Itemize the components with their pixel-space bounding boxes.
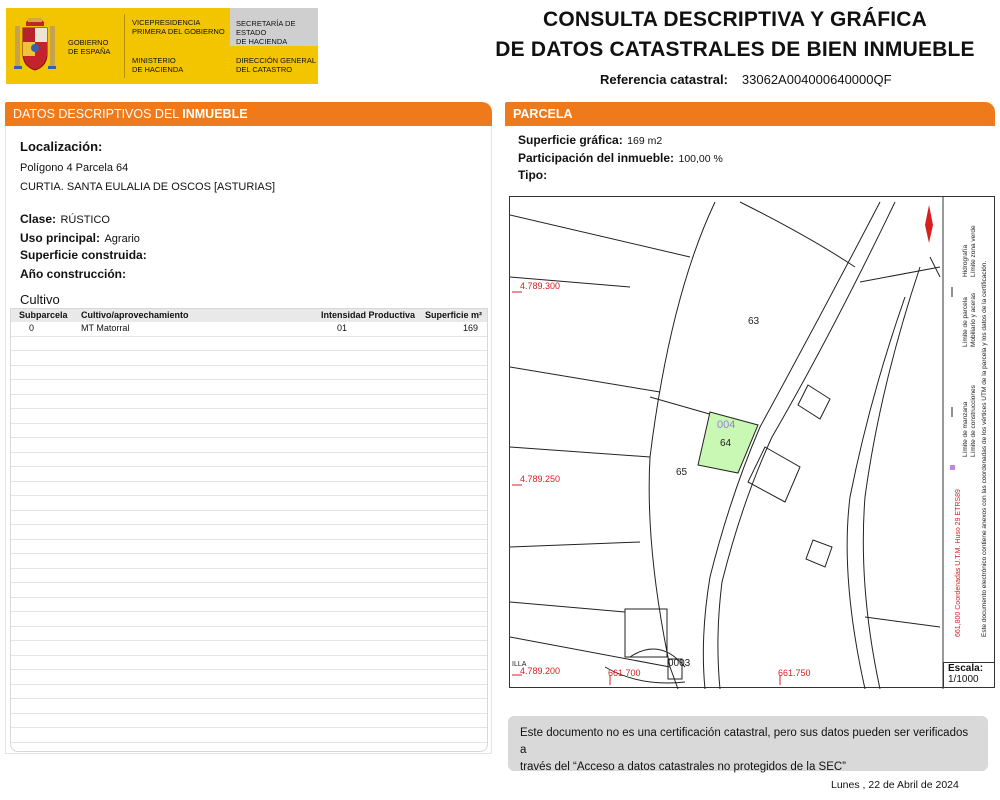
anio-construccion-label: Año construcción: bbox=[20, 267, 127, 281]
table-row-empty bbox=[11, 336, 487, 351]
coord-4789200: 4.789.200 bbox=[520, 666, 561, 676]
table-row-empty bbox=[11, 467, 487, 482]
map-drawing bbox=[510, 197, 996, 689]
scale-value: 1/1000 bbox=[948, 674, 979, 685]
table-row-empty bbox=[11, 742, 487, 752]
page-title-line1: CONSULTA DESCRIPTIVA Y GRÁFICA bbox=[542, 8, 928, 31]
legend-hidrografia: Hidrografía bbox=[962, 244, 969, 277]
superficie-grafica-field: Superficie gráfica: 169 m2 bbox=[518, 133, 663, 147]
table-row-empty bbox=[11, 612, 487, 627]
legend-mobiliario: Mobiliario y aceras bbox=[970, 292, 977, 347]
table-row-empty bbox=[11, 699, 487, 714]
logo-vicepresidencia-text: VICEPRESIDENCIA PRIMERA DEL GOBIERNO bbox=[132, 18, 225, 36]
table-row-empty bbox=[11, 568, 487, 583]
logo-gobierno-text: GOBIERNO DE ESPAÑA bbox=[68, 38, 111, 56]
north-arrow-icon bbox=[925, 205, 933, 243]
cultivo-title: Cultivo bbox=[20, 292, 60, 307]
table-header bbox=[11, 309, 487, 322]
coord-661750: 661.750 bbox=[778, 668, 811, 678]
table-row-empty bbox=[11, 670, 487, 685]
table-row-empty bbox=[11, 365, 487, 380]
table-row-empty bbox=[11, 626, 487, 641]
parcela-header: PARCELA bbox=[505, 102, 995, 126]
table-row-empty bbox=[11, 525, 487, 540]
logo-ministerio-text: MINISTERIO DE HACIENDA bbox=[132, 56, 184, 74]
scale-box bbox=[943, 662, 995, 688]
label-illa: ILLA bbox=[512, 661, 527, 668]
referencia-label: Referencia catastral: bbox=[600, 72, 728, 87]
legend-limite-manzana: Límite de manzana bbox=[962, 401, 969, 457]
page-title-line2: DE DATOS CATASTRALES DE BIEN INMUEBLE bbox=[495, 38, 975, 61]
building-label-0003: 0003 bbox=[668, 658, 691, 669]
cadastral-map bbox=[509, 196, 995, 688]
legend-zona-verde: Límite zona verde bbox=[970, 225, 977, 277]
col-superficie: Superficie m² bbox=[425, 310, 483, 320]
table-row-empty bbox=[11, 728, 487, 743]
legend-limite-construcciones: Límite de construcciones bbox=[970, 385, 977, 457]
referencia-value: 33062A004000640000QF bbox=[741, 72, 892, 87]
cultivo-table bbox=[10, 308, 488, 752]
table-row-empty bbox=[11, 554, 487, 569]
table-row-empty bbox=[11, 394, 487, 409]
referencia-catastral bbox=[600, 72, 892, 87]
logo-direccion-text: DIRECCIÓN GENERAL DEL CATASTRO bbox=[236, 56, 317, 74]
table-row-empty bbox=[11, 641, 487, 656]
table-row-empty bbox=[11, 409, 487, 424]
logo-secretaria-box bbox=[230, 8, 318, 46]
col-cultivo: Cultivo/aprovechamiento bbox=[81, 310, 189, 320]
notice-line1: Este documento no es una certificación catastral, pero sus datos pueden ser verificados a bbox=[520, 727, 969, 756]
tipo-label: Tipo: bbox=[518, 168, 548, 182]
table-row-empty bbox=[11, 539, 487, 554]
table-row-empty bbox=[11, 713, 487, 728]
table-row-empty bbox=[11, 684, 487, 699]
superficie-construida-label: Superficie construida: bbox=[20, 248, 147, 262]
coord-661700: 661.700 bbox=[608, 668, 641, 678]
table-row-empty bbox=[11, 438, 487, 453]
datos-descriptivos-header: DATOS DESCRIPTIVOS DEL INMUEBLE bbox=[5, 102, 492, 126]
document-date: Lunes , 22 de Abril de 2024 bbox=[831, 779, 959, 791]
parcel-label-63: 63 bbox=[748, 316, 760, 327]
legend-limite-parcela: Límite de parcela bbox=[962, 297, 969, 347]
table-row-empty bbox=[11, 583, 487, 598]
scale-label: Escala: bbox=[948, 663, 984, 674]
participacion-field: Participación del inmueble: 100,00 % bbox=[518, 151, 723, 165]
legend-utm-coords: 661,800 Coordenadas U.T.M. Huso 29 ETRS89 bbox=[955, 489, 962, 637]
table-row-empty bbox=[11, 510, 487, 525]
uso-principal-field: Uso principal: Agrario bbox=[20, 231, 140, 245]
col-subparcela: Subparcela bbox=[19, 310, 68, 320]
table-row-empty bbox=[11, 496, 487, 511]
parcel-label-64: 64 bbox=[720, 438, 732, 449]
col-intensidad: Intensidad Productiva bbox=[321, 310, 416, 320]
localizacion-label: Localización: bbox=[20, 139, 103, 154]
logo-secretaria-text: SECRETARÍA DE ESTADO DE HACIENDA bbox=[236, 19, 296, 46]
table-row-empty bbox=[11, 481, 487, 496]
table-row-empty bbox=[11, 423, 487, 438]
clase-field: Clase: RÚSTICO bbox=[20, 212, 110, 226]
subparcel-label-004: 004 bbox=[717, 419, 736, 431]
table-row-empty bbox=[11, 380, 487, 395]
notice-line2: través del “Acceso a datos catastrales no protegidos de la SEC” bbox=[520, 761, 847, 773]
localizacion-line2: CURTIA. SANTA EULALIA DE OSCOS [ASTURIAS] bbox=[20, 181, 276, 193]
parcel-label-65: 65 bbox=[676, 467, 688, 478]
table-row-empty bbox=[11, 452, 487, 467]
notice-box bbox=[508, 716, 988, 771]
table-row-empty bbox=[11, 655, 487, 670]
spain-coat-of-arms-icon bbox=[12, 14, 58, 76]
coord-4789250: 4.789.250 bbox=[520, 474, 561, 484]
table-row: 0 MT Matorral 01 169 bbox=[11, 322, 487, 337]
legend-note: Este documento electrónico contiene anexos con las coordenadas de los vértices UTM de la parcela y los datos de la certificación. bbox=[981, 260, 988, 637]
table-row-empty bbox=[11, 597, 487, 612]
localizacion-line1: Polígono 4 Parcela 64 bbox=[20, 162, 129, 174]
table-row-empty bbox=[11, 351, 487, 366]
coord-4789300: 4.789.300 bbox=[520, 281, 561, 291]
